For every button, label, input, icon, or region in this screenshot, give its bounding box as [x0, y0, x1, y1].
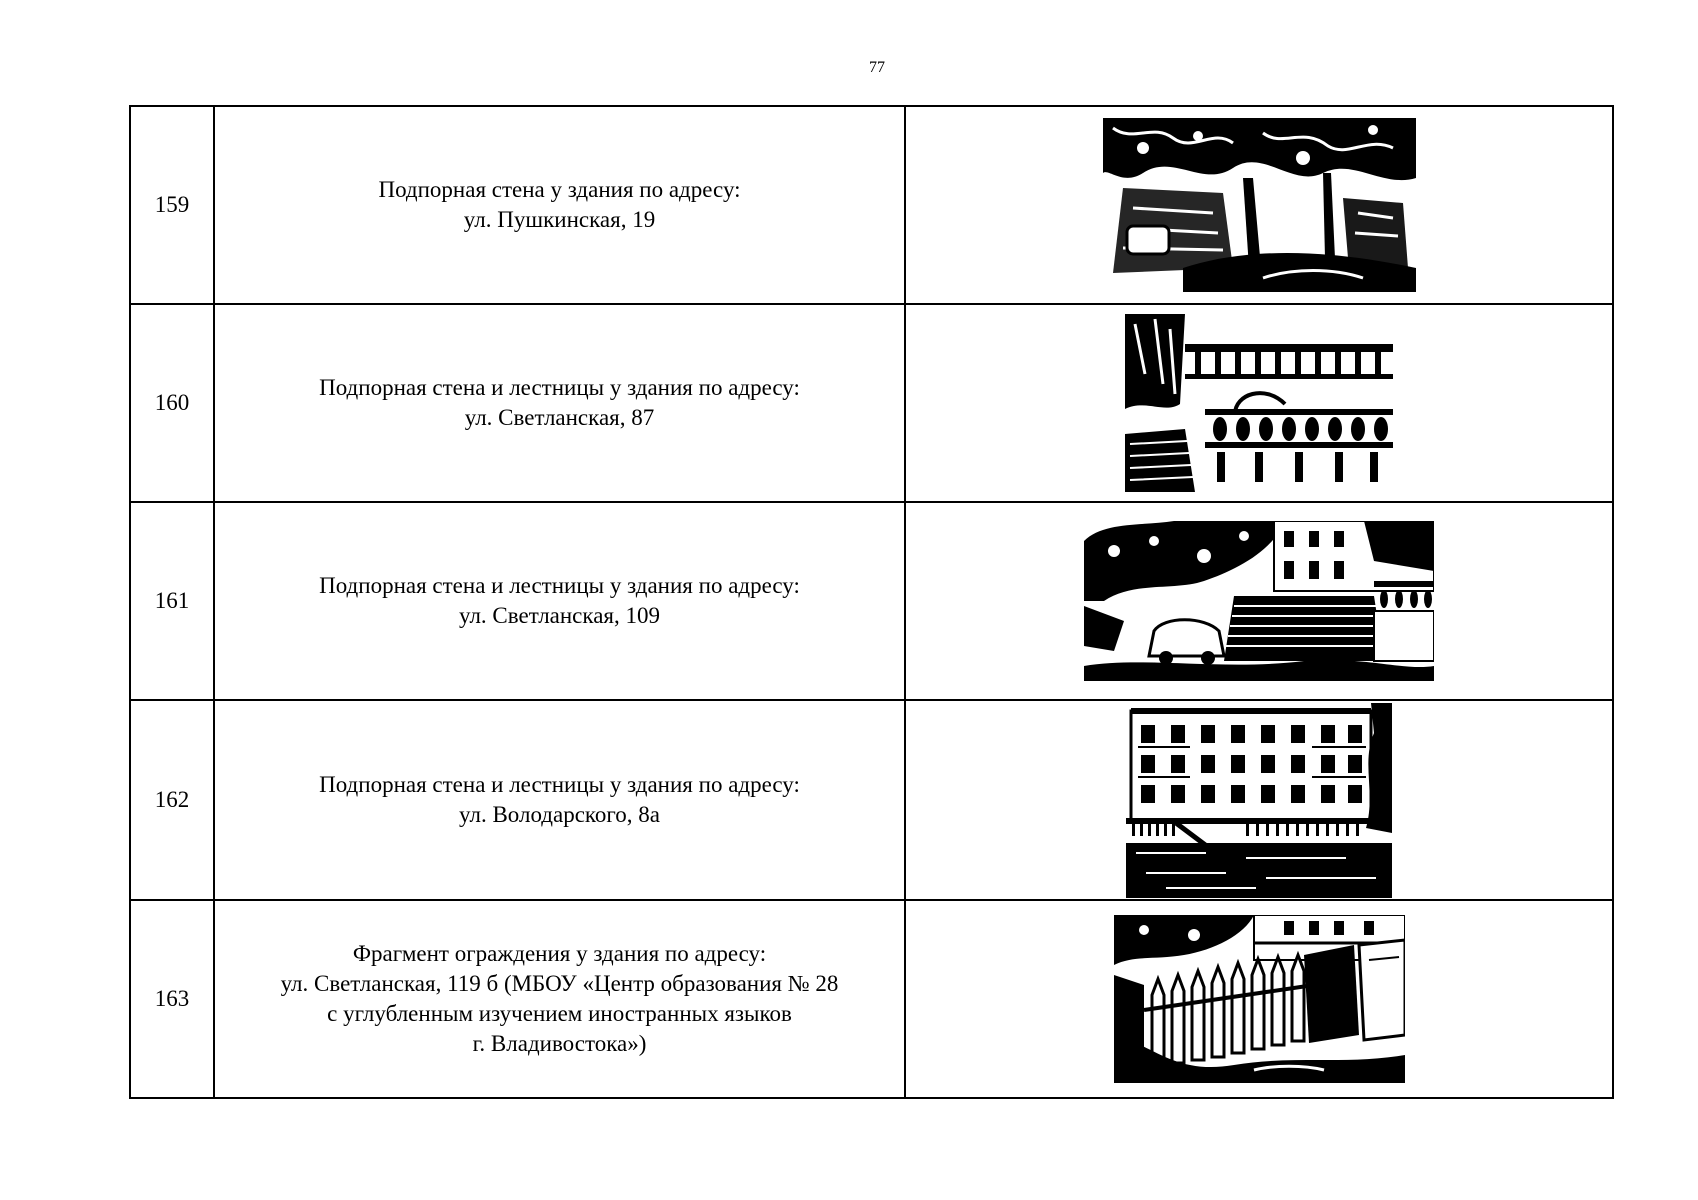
row-number: 160	[130, 304, 214, 502]
table-row	[130, 900, 1613, 1098]
row-description	[214, 304, 905, 502]
description-line: Подпорная стена и лестницы у здания по адресу:	[319, 772, 800, 797]
table-row	[130, 304, 1613, 502]
row-photo-cell	[905, 106, 1613, 304]
row-photo-cell	[905, 900, 1613, 1098]
row-number: 161	[130, 502, 214, 700]
photo-retaining-wall-trees	[1103, 118, 1416, 292]
photo-apartment-building	[1126, 703, 1392, 898]
table-row	[130, 106, 1613, 304]
description-line: ул. Светланская, 87	[464, 405, 655, 430]
row-description	[214, 106, 905, 304]
description-line: ул. Пушкинская, 19	[463, 207, 656, 232]
description-line: ул. Светланская, 119 б (МБОУ «Центр образования № 28	[280, 971, 839, 996]
page-number: 77	[869, 59, 885, 76]
photo-fence-fragment	[1114, 915, 1405, 1083]
photo-staircase-street	[1084, 521, 1434, 681]
registry-table	[129, 105, 1614, 1099]
description-line: г. Владивостока»)	[472, 1031, 647, 1056]
description-line: ул. Володарского, 8а	[458, 802, 660, 827]
description-line: Подпорная стена и лестницы у здания по адресу:	[319, 573, 800, 598]
description-line: ул. Светланская, 109	[458, 603, 661, 628]
table-row	[130, 700, 1613, 900]
description-line: с углубленным изучением иностранных языков	[327, 1001, 792, 1026]
row-photo-cell	[905, 700, 1613, 900]
row-description	[214, 502, 905, 700]
description-line: Подпорная стена у здания по адресу:	[378, 177, 741, 202]
row-number: 163	[130, 900, 214, 1098]
row-photo-cell	[905, 304, 1613, 502]
row-number: 162	[130, 700, 214, 900]
description-line: Фрагмент ограждения у здания по адресу:	[352, 941, 767, 966]
table-row	[130, 502, 1613, 700]
row-description	[214, 900, 905, 1098]
row-description	[214, 700, 905, 900]
description-line: Подпорная стена и лестницы у здания по адресу:	[319, 375, 800, 400]
row-photo-cell	[905, 502, 1613, 700]
photo-balustrade-stairs	[1125, 314, 1393, 492]
row-number: 159	[130, 106, 214, 304]
